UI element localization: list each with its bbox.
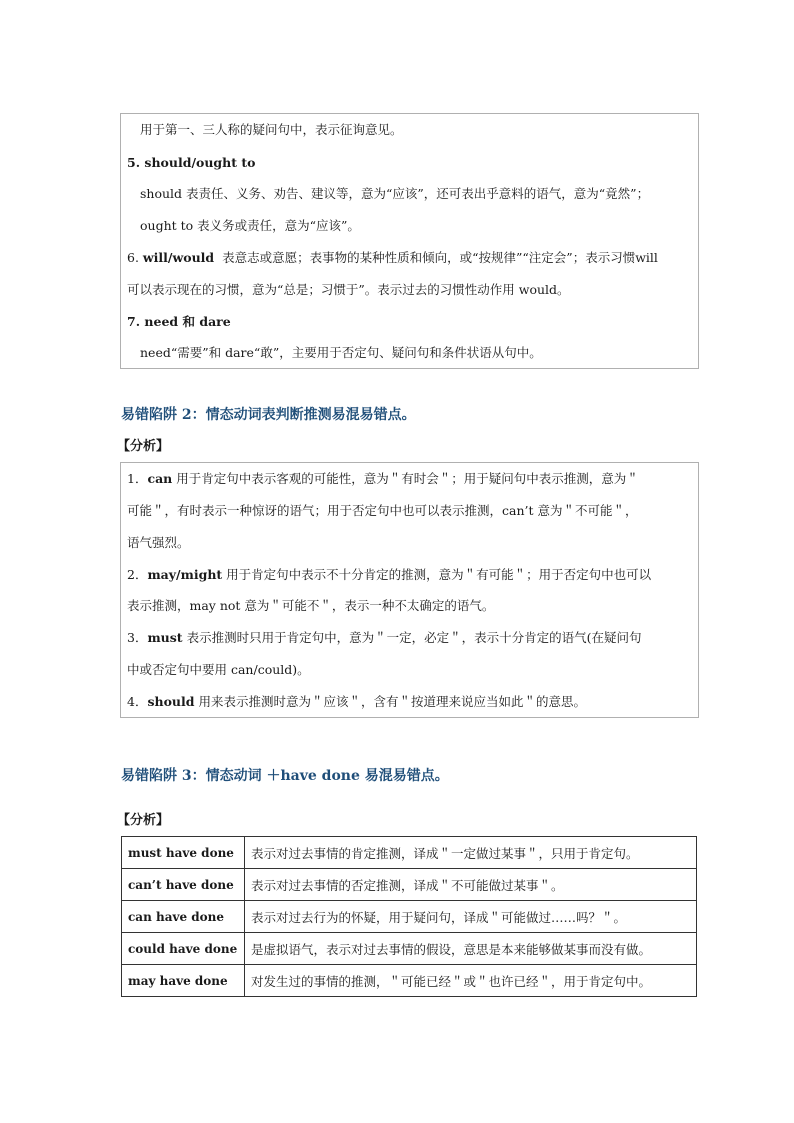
p2-num: 2． xyxy=(127,567,148,582)
p2-line1 xyxy=(127,567,651,583)
item6-line2: 可以表示现在的习惯，意为“总是；习惯于”。表示过去的习惯性动作用 would。 xyxy=(127,282,570,297)
item5-title: 5. should/ought to xyxy=(127,155,256,170)
item6-line1 xyxy=(127,250,658,266)
p1-text: 用于肯定句中表示客观的可能性，意为＂有时会＂；用于疑问句中表示推测，意为＂ xyxy=(176,471,639,486)
item5-line2: ought to 表义务或责任，意为“应该”。 xyxy=(140,218,360,233)
item7-title: 7. need 和 dare xyxy=(127,314,231,329)
modal-have-done-table xyxy=(121,836,697,997)
modal-verbs-notes-box xyxy=(120,113,699,369)
p2-line2: 表示推测，may not 意为＂可能不＂，表示一种不太确定的语气。 xyxy=(127,598,495,613)
section2-heading: 易错陷阱 2：情态动词表判断推测易混易错点。 xyxy=(121,407,416,423)
p3-line1 xyxy=(127,630,641,646)
p3-text: 表示推测时只用于肯定句中，意为＂一定，必定＂，表示十分肯定的语气(在疑问句 xyxy=(186,630,642,645)
table-desc: 是虚拟语气，表示对过去事情的假设，意思是本来能够做某事而没有做。 xyxy=(245,933,697,965)
item6-title: will/would xyxy=(142,250,215,265)
inference-notes-box xyxy=(120,462,699,718)
p4-line1 xyxy=(127,694,586,710)
p1-num: 1． xyxy=(127,471,148,486)
table-term: must have done xyxy=(122,837,245,869)
item6-num: 6. xyxy=(127,250,139,265)
table-desc: 表示对过去事情的否定推测，译成＂不可能做过某事＂。 xyxy=(245,869,697,901)
table-desc: 表示对过去行为的怀疑，用于疑问句，译成＂可能做过……吗？＂。 xyxy=(245,901,697,933)
p1-term: can xyxy=(147,471,173,486)
p3-num: 3． xyxy=(127,630,148,645)
table-row xyxy=(122,869,697,901)
section3-analysis-label: 【分析】 xyxy=(117,813,170,828)
p1-line3: 语气强烈。 xyxy=(127,535,190,550)
section2-analysis-label: 【分析】 xyxy=(117,439,170,454)
p3-line2: 中或否定句中要用 can/could)。 xyxy=(127,662,310,677)
table-row xyxy=(122,965,697,997)
p2-text: 用于肯定句中表示不十分肯定的推测，意为＂有可能＂；用于否定句中也可以 xyxy=(226,567,652,582)
box1-line1: 用于第一、三人称的疑问句中，表示征询意见。 xyxy=(140,122,403,137)
p1-line1 xyxy=(127,471,639,487)
table-term: could have done xyxy=(122,933,245,965)
p4-num: 4． xyxy=(127,694,148,709)
p1-line2: 可能＂，有时表示一种惊讶的语气；用于否定句中也可以表示推测，can’t 意为＂不可能＂， xyxy=(127,503,638,518)
p4-term: should xyxy=(147,694,195,709)
table-row xyxy=(122,901,697,933)
table-term: can have done xyxy=(122,901,245,933)
item7-line1: need“需要”和 dare“敢”，主要用于否定句、疑问句和条件状语从句中。 xyxy=(140,345,542,360)
p3-term: must xyxy=(147,630,183,645)
item6-text: 表意志或意愿；表事物的某种性质和倾向，或“按规律”“注定会”；表示习惯will xyxy=(222,250,658,265)
table-term: can’t have done xyxy=(122,869,245,901)
table-desc: 对发生过的事情的推测，＂可能已经＂或＂也许已经＂，用于肯定句中。 xyxy=(245,965,697,997)
table-term: may have done xyxy=(122,965,245,997)
table-desc: 表示对过去事情的肯定推测，译成＂一定做过某事＂，只用于肯定句。 xyxy=(245,837,697,869)
section3-heading: 易错陷阱 3：情态动词 ＋have done 易混易错点。 xyxy=(121,768,449,784)
table-row xyxy=(122,933,697,965)
p2-term: may/might xyxy=(147,567,223,582)
p4-text: 用来表示推测时意为＂应该＂，含有＂按道理来说应当如此＂的意思。 xyxy=(198,694,586,709)
table-row xyxy=(122,837,697,869)
item5-line1: should 表责任、义务、劝告、建议等，意为“应该”，还可表出乎意料的语气，意为“竟然”； xyxy=(140,186,650,201)
